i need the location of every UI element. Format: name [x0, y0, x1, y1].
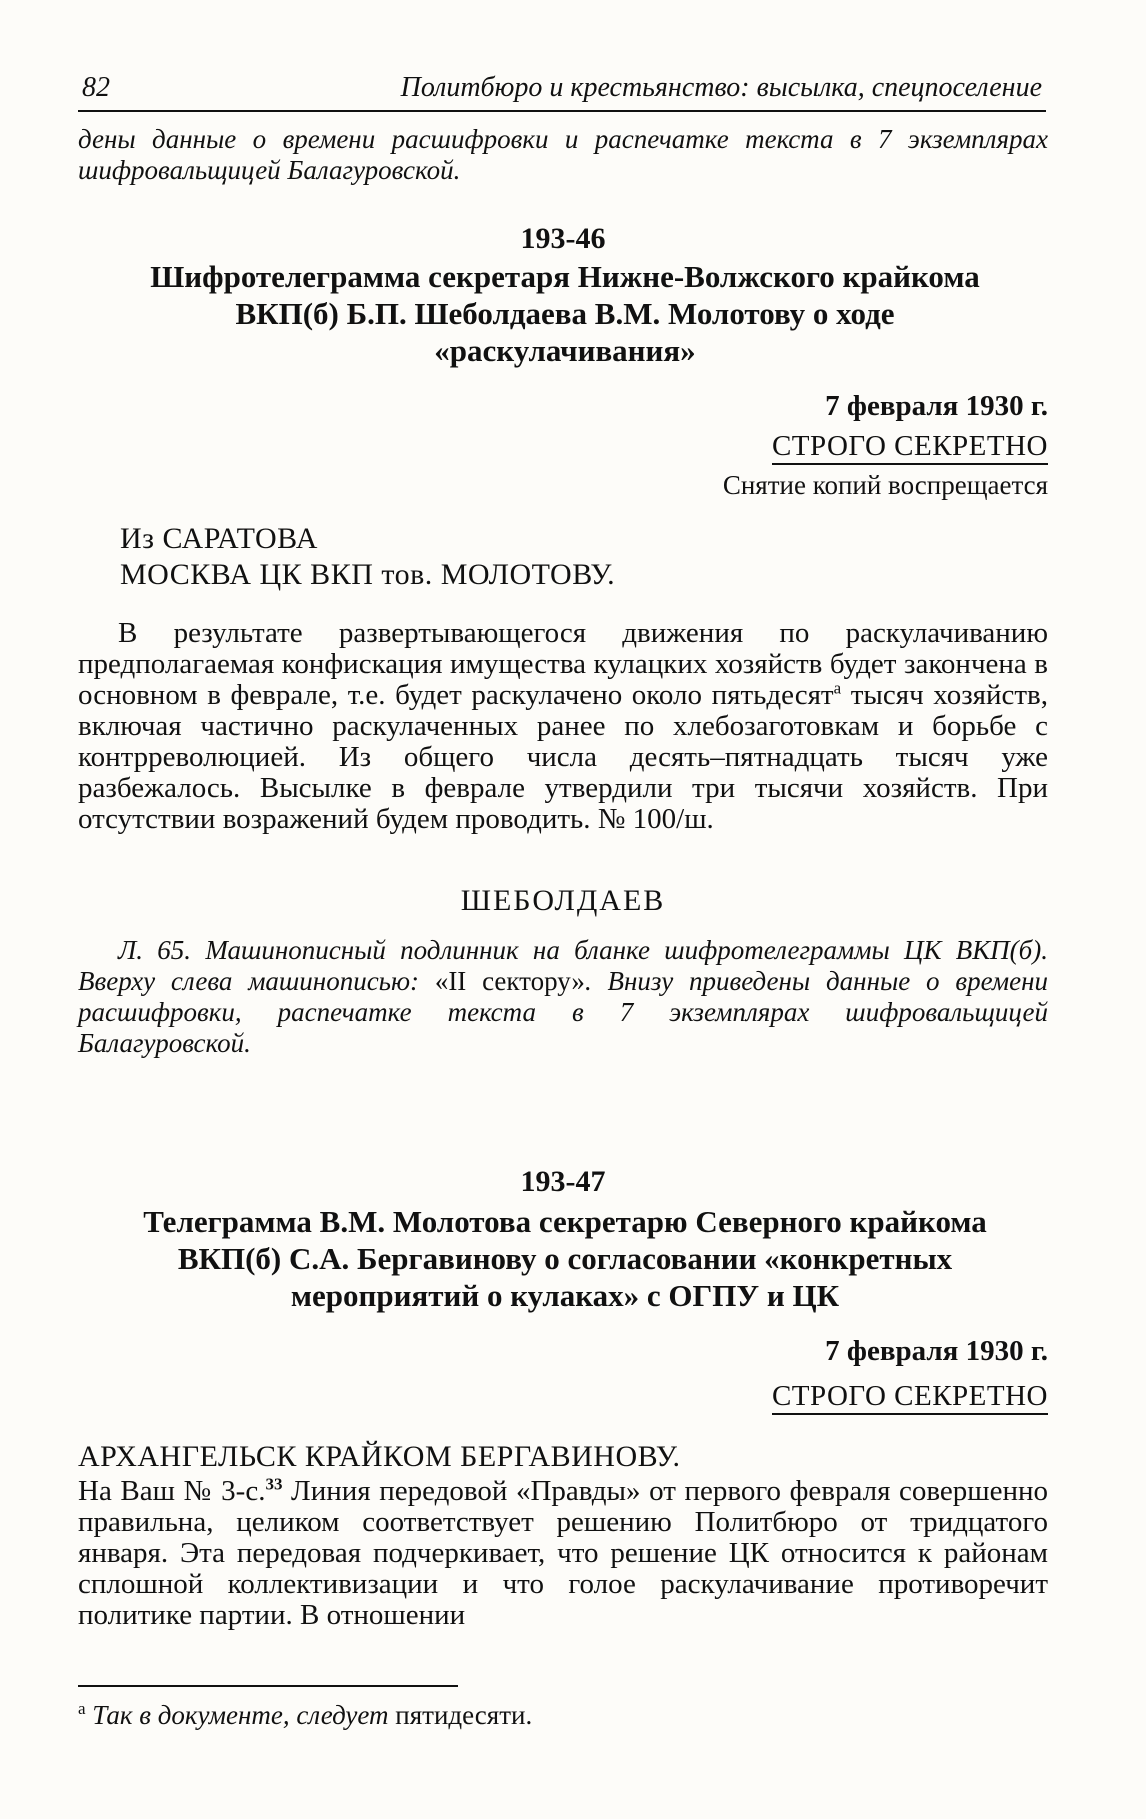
archival-note-top: дены данные о времени расшифровки и распечатке текста в 7 экземплярах шифровальщицей Балагуровской. [78, 124, 1048, 185]
doc1-secrecy-stamp [78, 430, 1048, 463]
running-header [78, 70, 1046, 112]
doc1-copy-ban: Снятие копий воспрещается [722, 470, 1048, 500]
doc2-secrecy-text: СТРОГО СЕКРЕТНО [772, 1380, 1048, 1415]
footnote-text-plain: пятидесяти. [388, 1700, 533, 1730]
doc1-note-text-2: . Внизу приведены данные о времени расшифровки, распечатке текста в 7 экземплярах шифровальщицей Балагуровской. [78, 966, 1048, 1058]
footnote-divider [78, 1685, 458, 1687]
doc1-body [78, 618, 1048, 835]
doc1-secrecy-text: СТРОГО СЕКРЕТНО [772, 430, 1048, 465]
footnote-mark: а [78, 1699, 86, 1718]
doc1-body-text-2: тысяч хозяйств, включая частично раскулаченных ранее по хлебозаготовкам и борьбе с контрреволюцией. Из общего числа десять–пятнадцать тысяч уже разбежалось. Высылке в феврале утвердили три тысячи хозяйств. При отсутствии возражений будем проводить. № 100/ш. [78, 679, 1048, 835]
doc1-note-quote: «II сектору» [434, 966, 585, 996]
running-title: Политбюро и крестьянство: высылка, спецпоселение [400, 72, 1042, 103]
doc2-body-text-1: На Ваш № 3-с. [78, 1475, 266, 1507]
doc2-secrecy-stamp [78, 1380, 1048, 1413]
doc1-archival-note [78, 935, 1048, 1059]
doc1-signature: ШЕБОЛДАЕВ [460, 884, 666, 917]
endnote-ref-33: 33 [265, 1474, 283, 1494]
page-number: 82 [82, 72, 110, 103]
doc1-title: Шифротелеграмма секретаря Нижне-Волжского крайкома ВКП(б) Б.П. Шеболдаева В.М. Молотову о ходе «раскулачивания» [150, 259, 980, 368]
doc2-body [78, 1476, 1048, 1631]
doc2-date: 7 февраля 1930 г. [825, 1335, 1048, 1367]
doc1-body-text-1: В результате развертывающегося движения по раскулачиванию предполагаемая конфискация имущества кулацких хозяйств будет закончена в основном в феврале, т.е. будет раскулачено около пятьдесят [78, 617, 1048, 711]
doc1-to: МОСКВА ЦК ВКП тов. МОЛОТОВУ. [120, 558, 616, 591]
doc1-from: Из САРАТОВА [120, 522, 318, 555]
doc2-title: Телеграмма В.М. Молотова секретарю Северного крайкома ВКП(б) С.А. Бергавинову о согласовании «конкретных мероприятий о кулаках» с ОГПУ и ЦК [143, 1204, 987, 1313]
doc1-note-text-1: Л. 65. Машинописный подлинник на бланке шифротелеграммы ЦК ВКП(б). Вверху слева машинописью: [78, 935, 1048, 996]
footnote [78, 1700, 1048, 1731]
footnote-ref-a: а [833, 678, 842, 698]
doc1-date: 7 февраля 1930 г. [825, 390, 1048, 422]
doc2-to: АРХАНГЕЛЬСК КРАЙКОМ БЕРГАВИНОВУ. [78, 1440, 681, 1473]
doc1-number: 193-46 [520, 222, 606, 255]
doc2-body-text-2: Линия передовой «Правды» от первого февраля совершенно правильна, целиком соответствует решению Политбюро от тридцатого января. Эта передовая подчеркивает, что решение ЦК относится к районам сплошной коллективизации и что голое раскулачивание противоречит политике партии. В отношении [78, 1475, 1049, 1631]
doc2-number: 193-47 [520, 1165, 606, 1198]
footnote-text-italic: Так в документе, следует [92, 1700, 389, 1730]
